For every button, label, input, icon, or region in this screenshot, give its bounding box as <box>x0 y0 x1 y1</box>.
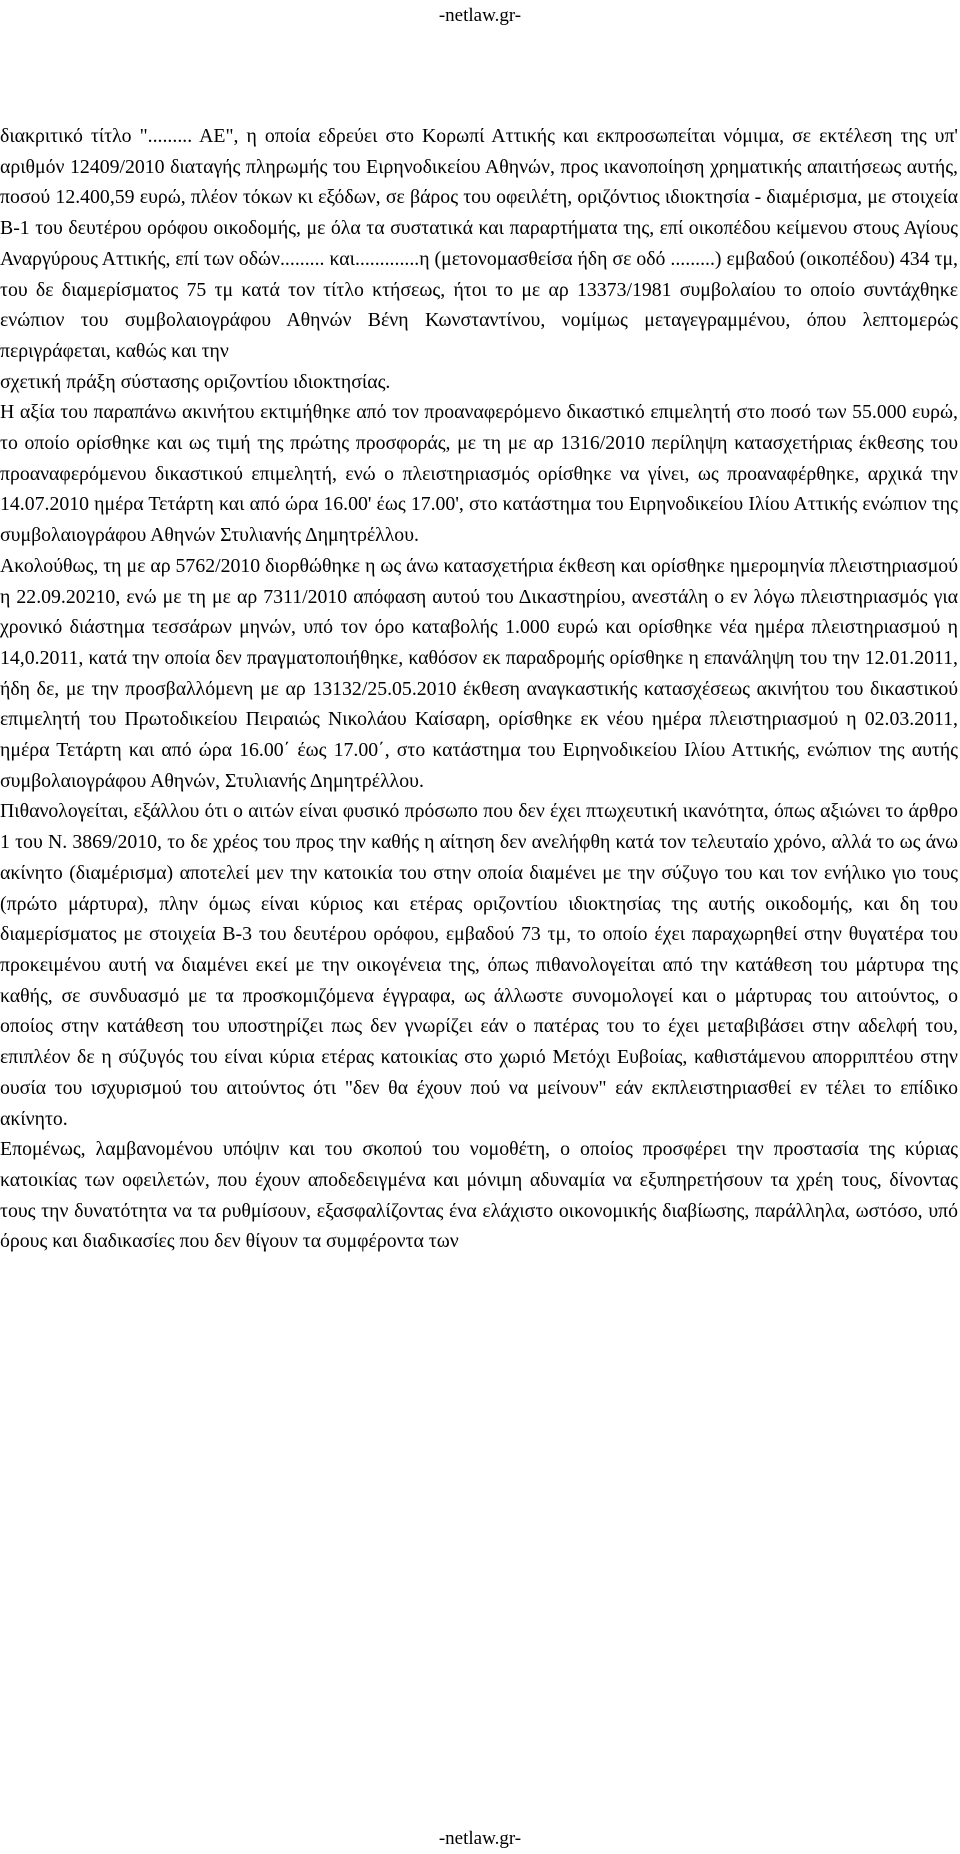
paragraph-consequently: Επομένως, λαμβανομένου υπόψιν και του σκοπού του νομοθέτη, ο οποίος προσφέρει την προστασία της κύριας κατοικίας των οφειλετών, που έχουν αποδεδειγμένα και μόνιμη αδυναμία να εξυπηρετήσουν τα χρέη τους, δίνοντας τους την δυνατότητα να τα ρυθμίσουν, εξασφαλίζοντας ένα ελάχιστο οικονομικής διαβίωσης, παράλληλα, ωστόσο, υπό όρους και διαδικασίες που δεν θίγουν τα συμφέροντα των <box>0 1138 958 1253</box>
footer-site-mark: -netlaw.gr- <box>438 1828 522 1849</box>
paragraph-property-description: διακριτικό τίτλο "......... ΑΕ", η οποία εδρεύει στο Κορωπί Αττικής και εκπροσωπείται νόμιμα, σε εκτέλεση της υπ' αριθμόν 12409/2010 διαταγής πληρωμής του Ειρηνοδικείου Αθηνών, προς ικανοποίηση χρηματικής απαιτήσεως αυτής, ποσού 12.400,59 ευρώ, πλέον τόκων κι εξόδων, σε βάρος του οφειλέτη, οριζόντιος ιδιοκτησία - διαμέρισμα, με στοιχεία Β-1 του δευτέρου ορόφου οικοδομής, με όλα τα συστατικά και παραρτήματα της, επί οικοπέδου κείμενου στους Αγίους Αναργύρους Αττικής, επί των οδών......... και.............η (μετονομασθείσα ήδη σε οδό .........) εμβαδού (οικοπέδου) 434 τμ, του δε διαμερίσματος 75 τμ κατά τον τίτλο κτήσεως, ήτοι το με αρ 13373/1981 συμβολαίου το οποίο συντάχθηκε ενώπιον του συμβολαιογράφου Αθηνών Βένη Κωνσταντίνου, νομίμως μεταγεγραμμένου, όπου λεπτομερώς περιγράφεται, καθώς και την <box>0 125 958 362</box>
paragraph-property-value: Η αξία του παραπάνω ακινήτου εκτιμήθηκε από τον προαναφερόμενο δικαστικό επιμελητή στο ποσό των 55.000 ευρώ, το οποίο ορίσθηκε και ως τιμή της πρώτης προσφοράς, με τη με αρ 1316/2010 περίληψη κατασχετήριας έκθεσης του προαναφερόμενου δικαστικού επιμελητή, ενώ ο πλειστηριασμός ορίσθηκε να γίνει, ως προαναφέρθηκε, αρχικά την 14.07.2010 ημέρα Τετάρτη και από ώρα 16.00' έως 17.00', στο κατάστημα του Ειρηνοδικείου Ιλίου Αττικής ενώπιον της συμβολαιογράφου Αθηνών Στυλιανής Δημητρέλλου. <box>0 401 958 547</box>
paragraph-auction-history: Ακολούθως, τη με αρ 5762/2010 διορθώθηκε η ως άνω κατασχετήρια έκθεση και ορίσθηκε ημερομηνία πλειστηριασμού η 22.09.20210, ενώ με τη με αρ 7311/2010 απόφαση αυτού του Δικαστηρίου, ανεστάλη ο εν λόγω πλειστηριασμός για χρονικό διάστημα τεσσάρων μηνών, υπό τον όρο καταβολής 1.000 ευρώ και ορίσθηκε νέα ημέρα πλειστηριασμού η 14,0.2011, κατά την οποία δεν πραγματοποιήθηκε, καθόσον εκ παραδρομής ορίσθηκε η επανάληψη του την 12.01.2011, ήδη δε, με την προσβαλλόμενη με αρ 13132/25.05.2010 έκθεση αναγκαστικής κατασχέσεως ακινήτου του δικαστικού επιμελητή του Πρωτοδικείου Πειραιώς Νικολάου Καίσαρη, ορίσθηκε εκ νέου ημέρα πλειστηριασμού η 02.03.2011, ημέρα Τετάρτη και από ώρα 16.00΄ έως 17.00΄, στο κατάστημα του Ειρηνοδικείου Ιλίου Αττικής, ενώπιον της αυτής συμβολαιογράφου Αθηνών, Στυλιανής Δημητρέλλου. <box>0 554 958 792</box>
paragraph-probability-assessment: Πιθανολογείται, εξάλλου ότι ο αιτών είναι φυσικό πρόσωπο που δεν έχει πτωχευτική ικανότητα, όπως αξιώνει το άρθρο 1 του Ν. 3869/2010, το δε χρέος του προς την καθής η αίτηση δεν ανελήφθη κατά τον τελευταίο χρόνο, αλλά το ως άνω ακίνητο (διαμέρισμα) αποτελεί μεν την κατοικία του στην οποία διαμένει με την σύζυγο του και τον ενήλικο γιο τους (πρώτο μάρτυρα), πλην όμως είναι κύριος και ετέρας οριζοντίου ιδιοκτησίας της αυτής οικοδομής, και δη του διαμερίσματος με στοιχεία Β-3 του δευτέρου ορόφου, εμβαδού 73 τμ, το οποίο έχει παραχωρηθεί στην θυγατέρα του προκειμένου αυτή να διαμένει εκεί με την οικογένεια της, όπως πιθανολογείται από την κατάθεση του μάρτυρα της καθής, σε συνδυασμό με τα προσκομιζόμενα έγγραφα, ως άλλωστε συνομολογεί και ο μάρτυρας του αιτούντος, ο οποίος στην κατάθεση του υποστηρίζει πως δεν γνωρίζει εάν ο πατέρας του το έχει μεταβιβάσει στην αδελφή του, επιπλέον δε η σύζυγός του είναι κύρια ετέρας κατοικίας στο χωριό Μετόχι Ευβοίας, καθιστάμενου απορριπτέου στην ουσία του ισχυρισμού του αιτούντος ότι "δεν θα έχουν πού να μείνουν" εάν εκπλειστηριασθεί εν τέλει το επίδικο ακίνητο. <box>0 800 958 1130</box>
paragraph-ownership-act: σχετική πράξη σύστασης οριζοντίου ιδιοκτησίας. <box>0 370 391 393</box>
document-body <box>0 121 958 1257</box>
header-site-mark: -netlaw.gr- <box>438 5 522 26</box>
